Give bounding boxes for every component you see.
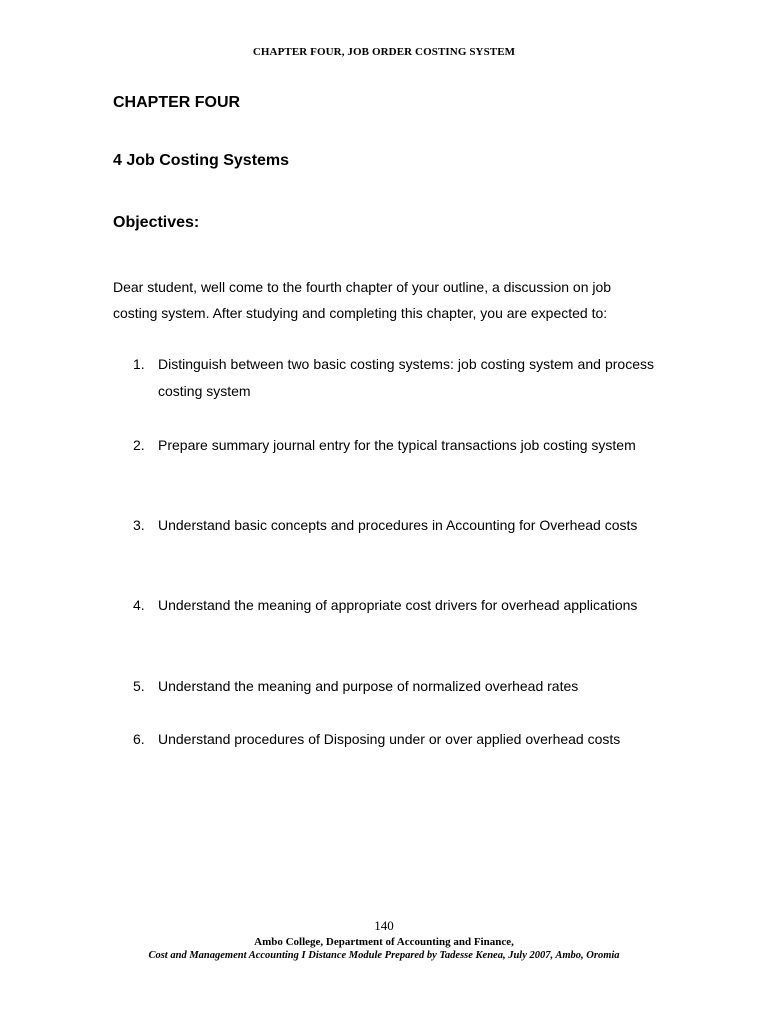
objective-text: Understand the meaning of appropriate cost drivers for overhead applications	[158, 597, 638, 613]
objectives-heading: Objectives:	[113, 214, 200, 231]
section-heading: 4 Job Costing Systems	[113, 152, 290, 169]
page-number: 140	[374, 918, 394, 933]
intro-paragraph: Dear student, well come to the fourth chapter of your outline, a discussion on job costing system. After studying and completing this chapter, you are expected to:	[113, 279, 612, 321]
footer-module-credit: Cost and Management Accounting I Distance Module Prepared by Tadesse Kenea, July 2007, Ambo, Oromia	[148, 950, 620, 961]
objective-item	[113, 351, 654, 405]
chapter-heading: CHAPTER FOUR	[113, 94, 241, 111]
objective-number: 1.	[133, 356, 145, 372]
objective-item	[113, 673, 654, 700]
objective-text: Understand the meaning and purpose of normalized overhead rates	[158, 678, 579, 694]
objective-number: 3.	[133, 517, 145, 533]
objective-number: 5.	[133, 678, 145, 694]
footer-institution: Ambo College, Department of Accounting and Finance,	[254, 936, 514, 948]
objective-number: 4.	[133, 597, 145, 613]
objective-item	[113, 592, 654, 619]
objective-item	[113, 432, 654, 459]
objective-text: Distinguish between two basic costing systems: job costing system and process costing system	[158, 356, 654, 399]
objective-text: Understand basic concepts and procedures in Accounting for Overhead costs	[158, 517, 638, 533]
objective-text: Prepare summary journal entry for the typical transactions job costing system	[158, 437, 636, 453]
running-header: CHAPTER FOUR, JOB ORDER COSTING SYSTEM	[252, 46, 516, 58]
objective-number: 6.	[133, 731, 145, 747]
objective-number: 2.	[133, 437, 145, 453]
objective-item	[113, 726, 654, 753]
objective-text: Understand procedures of Disposing under or over applied overhead costs	[158, 731, 621, 747]
objective-item	[113, 512, 654, 539]
